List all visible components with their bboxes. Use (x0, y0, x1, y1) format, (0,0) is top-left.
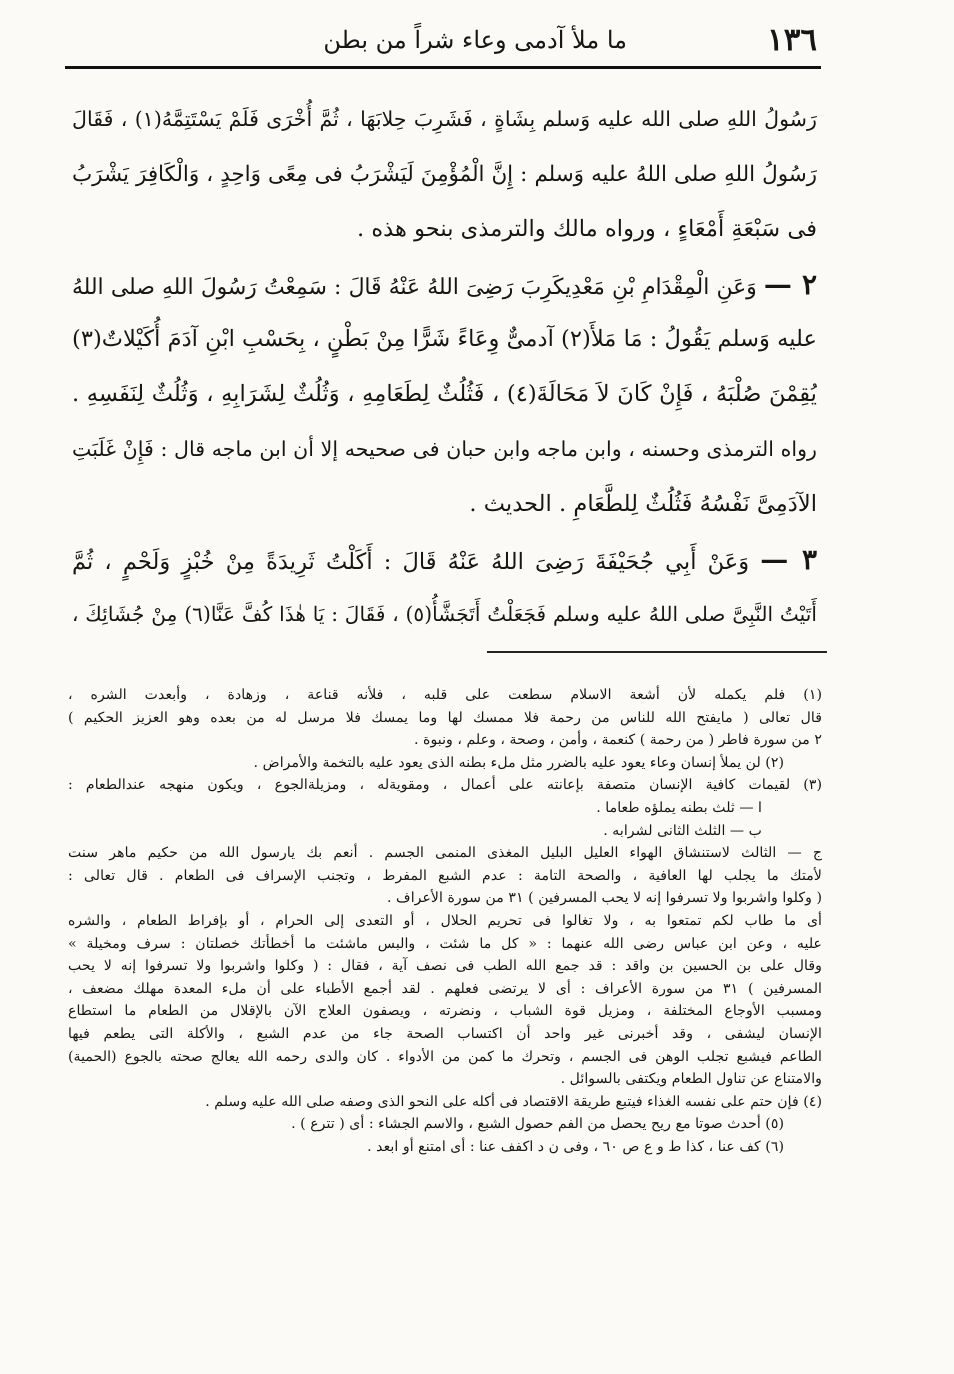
page-header (65, 18, 817, 64)
footnote-line: أى ما طاب لكم تمتعوا به ، ولا تغالوا فى تحريم الحلال ، أو التعدى إلى الحرام ، أو بإفراط الطعام ، والشره (68, 912, 822, 929)
body-line: رواه الترمذى وحسنه ، وابن ماجه وابن حبان فى صحيحه إلا أن ابن ماجه قال : فَإِنْ غَلَبَتِ (72, 437, 817, 461)
hadith-number: ٣ — (760, 543, 817, 576)
footnote-separator (487, 651, 827, 653)
footnote-line: ( وكلوا واشربوا ولا تسرفوا إنه لا يحب المسرفين ) ٣١ من سورة الأعراف . (386, 890, 822, 907)
footnote-line: (٦) كف عنا ، كذا ط و ع ص ٦٠ ، وفى ن د اكفف عنا : أى امتنع أو ابعد . (367, 1138, 784, 1155)
body-line: رَسُولُ اللهِ صلى اللهُ عليه وَسلم : إِنَّ الْمُؤْمِنَ لَيَشْرَبُ فى مِعًى وَاحِدٍ ، وَالْكَافِرَ يَشْرَبُ (72, 162, 817, 187)
body-line: رَسُولُ اللهِ صلى الله عليه وَسلم بِشَاةٍ ، فَشَرِبَ حِلابَهَا ، ثُمَّ أُخْرَى فَلَمْ يَسْتَتِمَّهُ(١) ، فَقَالَ (72, 107, 817, 131)
footnote-line: ا — ثلث بطنه يملؤه طعاما . (596, 799, 762, 816)
footnotes (68, 684, 822, 1158)
footnote-line: ج — الثالث لاستنشاق الهواء العليل البليل المغذى المنمى الجسم . أنعم بك يارسول الله من حكيم ماهر سنت (68, 845, 822, 862)
footnote-line: (١) فلم يكمله لأن أشعة الاسلام سطعت على قلبه ، فلأنه قناعة ، وزهادة ، وأبعدت الشره ، (68, 687, 822, 703)
footnote-line: ٢ من سورة فاطر ( من رحمة ) كنعمة ، وأمن ، وصحة ، وعلم ، ونبوة . (414, 732, 822, 749)
footnote-line: (٢) لن يملأ إنسان وعاء يعود عليه بالضرر مثل ملء بطنه الذى يعود عليه بالتخمة والأمراض . (253, 754, 784, 771)
body-line: أَتَيْتُ النَّبِىَّ صلى اللهُ عليه وسلم فَجَعَلْتُ أَتَجَشَّأُ(٥) ، فَقَالَ : يَا هٰذَا كُفَّ عَنَّا(٦) مِنْ جُشَائِكَ ، (72, 602, 817, 626)
hadith-3-first-line (72, 532, 817, 587)
footnote-line: الإنسان ليشفى ، وقد أخبرنى غير واحد أن اكتساب الصحة جاء من عدم الشبع ، والأكلة التى يطعم فيها (68, 1025, 822, 1042)
hadith-number: ٢ — (763, 268, 817, 301)
footnote-line: (٥) أحدث صوتا مع ريح يحصل من الفم حصول الشبع ، والاسم الجشاء : أى ( تترع ) . (291, 1116, 784, 1133)
body-line: الآدَمِىَّ نَفْسُهُ فَثُلُثٌ لِلطَّعَامِ . الحديث . (469, 491, 817, 517)
footnote-line: ومسبب الأوجاع المختلفة ، ومزيل قوة الشباب ، ونضرته ، ويصفون العلاج الآن بالإقلال من الطعام ما استطاع (68, 1003, 822, 1020)
footnote-line: ب — الثلث الثانى لشرابه . (603, 822, 762, 839)
page-number: ١٣٦ (767, 22, 817, 58)
footnote-line: وقال على بن الحسين بن واقد : قد جمع الله الطب فى نصف آية ، فقال : ( وكلوا واشربوا ولا تسرفوا إنه لا يحب (68, 958, 822, 975)
running-title: ما ملأ آدمى وعاء شراً من بطن (323, 26, 627, 54)
hadith-2-first-line (72, 257, 817, 312)
hadith-text: وَعَنِ الْمِقْدَامِ بْنِ مَعْدِيكَرِبَ رَضِىَ اللهُ عَنْهُ قَالَ : سَمِعْتُ رَسُولَ اللهِ صلى اللهُ (72, 275, 757, 300)
footnote-line: (٣) لقيمات كافية الإنسان متصفة بإعانته على أعمال ، ومقويةله ، ومزيلةالجوع ، ويكون منهجه عندالطعام : (68, 777, 822, 794)
body-line: يُقِمْنَ صُلْبَهُ ، فَإِنْ كَانَ لاَ مَحَالَةَ(٤) ، فَثُلُثٌ لِطَعَامِهِ ، وَثُلُثٌ لِشَرَابِهِ ، وَثُلُثٌ لِنَفَسِهِ . (72, 381, 817, 407)
main-text (72, 92, 817, 642)
footnote-line: والامتناع عن تناول الطعام ويكتفى بالسوائل . (560, 1071, 822, 1088)
footnote-line: (٤) فإن حتم على نفسه الغذاء فيتبع طريقة الاقتصاد فى أكله على النحو الذى وصفه صلى الله عليه وسلم . (205, 1093, 822, 1110)
footnote-line: المسرفين ) ٣١ من سورة الأعراف : أى لا يرتضى فعلهم . لقد أجمع الأطباء على أن ملء المعدة مهلك مضعف ، (68, 980, 822, 997)
footnote-line: الطاعم فيشبع تجلب الوهن فى الجسم ، وتحرك ما كمن من الأدواء . كان والدى رحمه الله يعالج صحته بالجوع (الحمية) (68, 1048, 822, 1065)
header-rule (65, 66, 821, 69)
hadith-text: وَعَنْ أَبِي جُحَيْفَةَ رَضِىَ اللهُ عَنْهُ قَالَ : أَكَلْتُ ثَرِيدَةً مِنْ خُبْزٍ وَلَحْمٍ ، ثُمَّ (72, 549, 750, 575)
body-line: فى سَبْعَةِ أَمْعَاءٍ ، ورواه مالك والترمذى بنحو هذه . (356, 216, 817, 242)
footnote-line: عليه ، وعن ابن عباس رضى الله عنهما : « كل ما شئت ، والبس ماشئت ما أخطأتك خصلتان : سرف ومخيلة » (68, 935, 822, 952)
footnote-line: لأمتك ما يجلب لها العافية ، والصحة التامة : عدم الشبع المفرط ، وتجنب الإسراف فى الطعام . قال تعالى : (68, 867, 822, 884)
footnote-line: قال تعالى ( مايفتح الله للناس من رحمة فلا ممسك لها وما يمسك فلا مرسل له من بعده وهو العزيز الحكيم ) (68, 709, 822, 726)
body-line: عليه وَسلم يَقُولُ : مَا مَلأَ(٢) آدمىٌّ وِعَاءً شَرًّا مِنْ بَطْنٍ ، بِحَسْبِ ابْنِ آدَمَ أُكَيْلاتٌ(٣) (72, 326, 817, 352)
